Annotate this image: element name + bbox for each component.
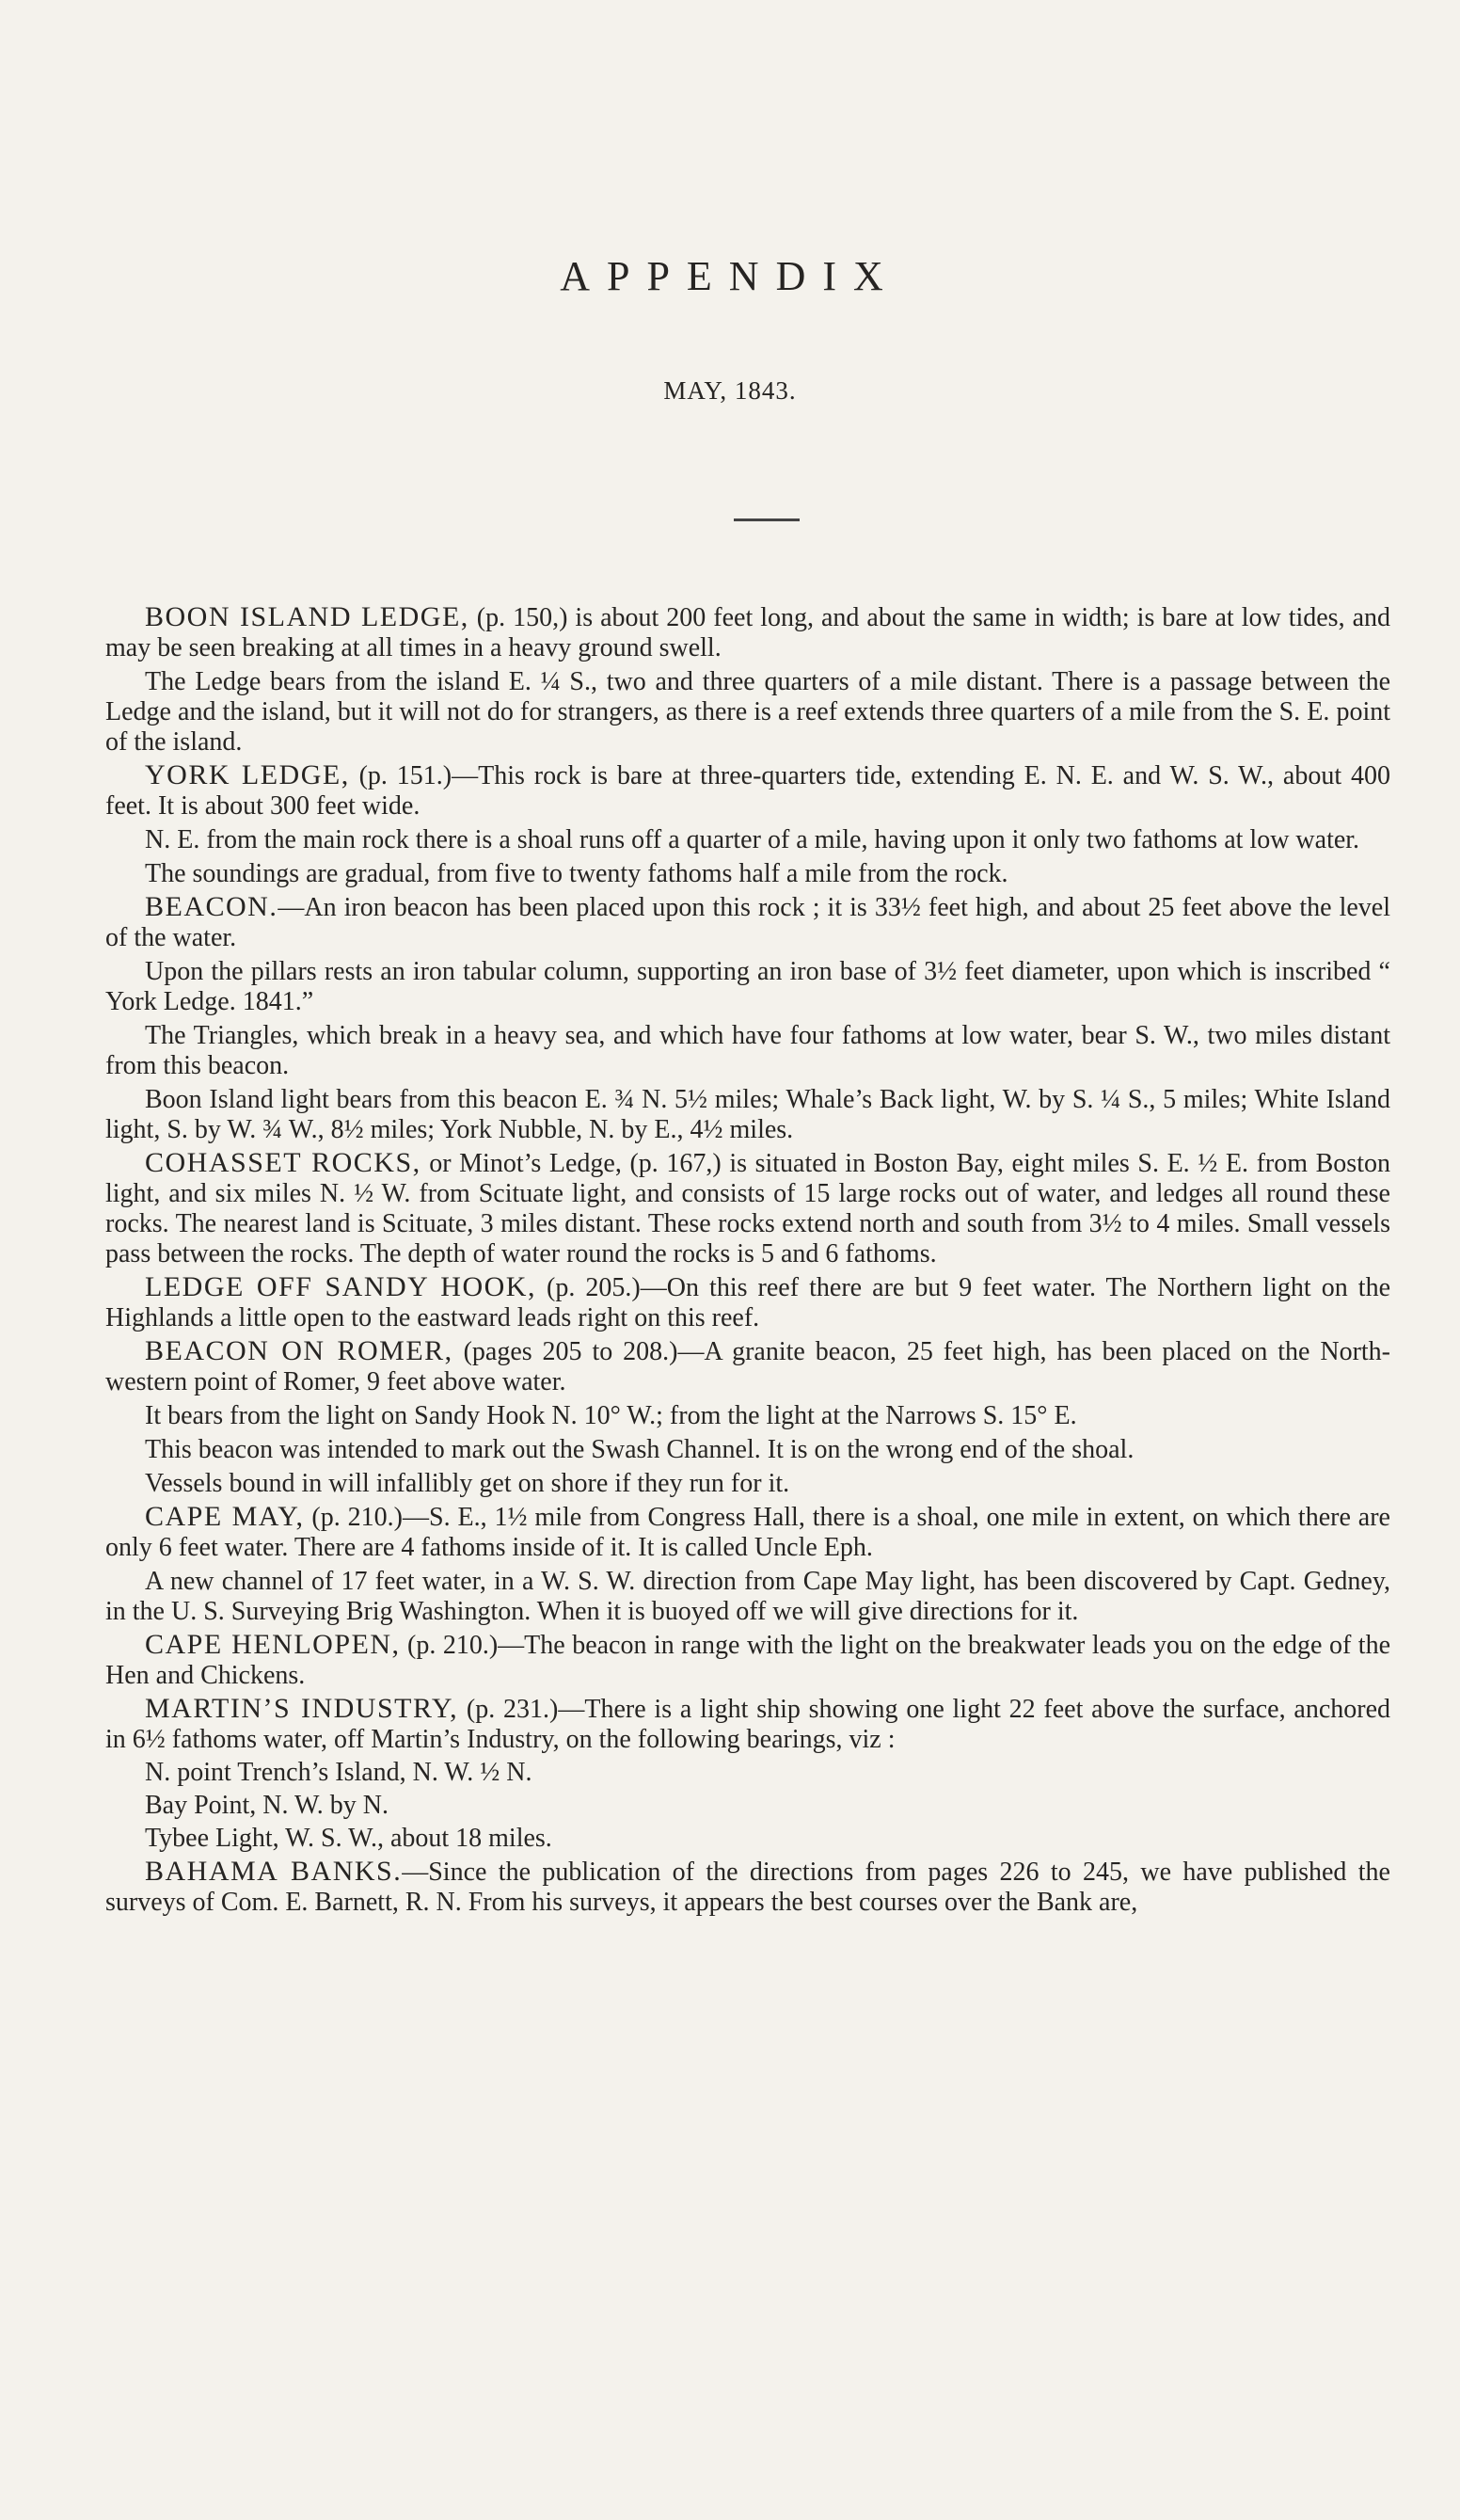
paragraph	[105, 1148, 1390, 1269]
paragraph-head: COHASSET ROCKS,	[145, 1147, 421, 1178]
paragraph-text: A new channel of 17 feet water, in a W. S. W. direction from Cape May light, has been discovered by Capt. Gedney, in the U. S. Surveying Brig Washington. When it is buoyed off we will give directions for it.	[105, 1567, 1390, 1626]
paragraph	[105, 1020, 1390, 1081]
paragraph-text: —Since the publication of the directions from pages 226 to 245, we have published the surveys of Com. E. Barnett, R. N. From his surveys, it appears the best courses over the Bank are,	[105, 1858, 1390, 1917]
paragraph	[105, 1272, 1390, 1333]
divider	[734, 518, 800, 521]
paragraph-text: The soundings are gradual, from five to twenty fathoms half a mile from the rock.	[145, 859, 1008, 888]
paragraph-text: The Triangles, which break in a heavy sea, and which have four fathoms at low water, bear S. W., two miles distant from this beacon.	[105, 1021, 1390, 1080]
paragraph	[105, 1084, 1390, 1145]
paragraph	[105, 760, 1390, 821]
paragraph-text: Vessels bound in will infallibly get on shore if they run for it.	[145, 1469, 790, 1498]
paragraph-head: YORK LEDGE,	[145, 759, 350, 790]
paragraph-text: or Minot’s Ledge, (p. 167,) is situated in Boston Bay, eight miles S. E. ½ E. from Boston light, and six miles N. ½ W. from Scituate light, and consists of 15 large rocks out of water, and ledges all round these rocks. The nearest land is Scituate, 3 miles distant. These rocks extend north and south from 3½ to 4 miles. Small vessels pass between the rocks. The depth of water round the rocks is 5 and 6 fathoms.	[105, 1149, 1390, 1268]
date-line: MAY, 1843.	[663, 376, 797, 405]
paragraph	[105, 1468, 1390, 1499]
paragraph-head: MARTIN’S INDUSTRY,	[145, 1693, 459, 1724]
paragraph-head: BOON ISLAND LEDGE,	[145, 601, 469, 632]
paragraph	[105, 1630, 1390, 1691]
paragraph	[105, 858, 1390, 889]
paragraph-text: —An iron beacon has been placed upon this rock ; it is 33½ feet high, and about 25 feet above the level of the water.	[105, 893, 1390, 952]
paragraph-text: (p. 210.)—S. E., 1½ mile from Congress Hall, there is a shoal, one mile in extent, on which there are only 6 feet water. There are 4 fathoms inside of it. It is called Uncle Eph.	[105, 1503, 1390, 1562]
page-title: APPENDIX	[560, 253, 900, 299]
paragraph-text: The Ledge bears from the island E. ¼ S., two and three quarters of a mile distant. There is a passage between the Ledge and the island, but it will not do for strangers, as there is a reef extends three quarters of a mile from the S. E. point of the island.	[105, 667, 1390, 757]
paragraph-text: Boon Island light bears from this beacon E. ¾ N. 5½ miles; Whale’s Back light, W. by S. ¼ S., 5 miles; White Island light, S. by W. ¾ W., 8½ miles; York Nubble, N. by E., 4½ miles.	[105, 1085, 1390, 1144]
paragraph	[105, 1400, 1390, 1431]
paragraph-head: BAHAMA BANKS.	[145, 1856, 403, 1887]
bearing-item: Tybee Light, W. S. W., about 18 miles.	[145, 1824, 552, 1853]
paragraph-text: (p. 150,) is about 200 feet long, and about the same in width; is bare at low tides, and may be seen breaking at all times in a heavy ground swell.	[105, 603, 1390, 662]
paragraph-text: This beacon was intended to mark out the Swash Channel. It is on the wrong end of the shoal.	[145, 1435, 1135, 1464]
bearing-item: N. point Trench’s Island, N. W. ½ N.	[145, 1758, 532, 1787]
paragraph-text: Upon the pillars rests an iron tabular column, supporting an iron base of 3½ feet diameter, upon which is inscribed “ York Ledge. 1841.”	[105, 957, 1390, 1016]
paragraph	[105, 1566, 1390, 1627]
paragraph	[105, 1694, 1390, 1755]
paragraph-text: N. E. from the main rock there is a shoal runs off a quarter of a mile, having upon it only two fathoms at low water.	[145, 825, 1360, 854]
bearing-item: Bay Point, N. W. by N.	[145, 1791, 389, 1820]
paragraph	[105, 1336, 1390, 1397]
paragraph-text: (pages 205 to 208.)—A granite beacon, 25 feet high, has been placed on the North-western point of Romer, 9 feet above water.	[105, 1337, 1390, 1396]
paragraph-text: (p. 210.)—The beacon in range with the light on the breakwater leads you on the edge of the Hen and Chickens.	[105, 1631, 1390, 1690]
paragraph-head: BEACON.	[145, 891, 278, 922]
paragraph	[105, 666, 1390, 758]
paragraph-text: (p. 205.)—On this reef there are but 9 feet water. The Northern light on the Highlands a little open to the eastward leads right on this reef.	[105, 1273, 1390, 1332]
paragraph	[105, 824, 1390, 855]
paragraph-text: (p. 151.)—This rock is bare at three-quarters tide, extending E. N. E. and W. S. W., about 400 feet. It is about 300 feet wide.	[105, 761, 1391, 821]
paragraph	[105, 602, 1390, 663]
paragraph	[105, 1434, 1390, 1465]
paragraph-head: CAPE HENLOPEN,	[145, 1629, 401, 1660]
paragraph-text: (p. 231.)—There is a light ship showing one light 22 feet above the surface, anchored in 6½ fathoms water, off Martin’s Industry, on the following bearings, viz :	[105, 1695, 1390, 1754]
paragraph	[105, 956, 1390, 1017]
paragraph	[105, 892, 1390, 953]
body-text	[105, 602, 1390, 1921]
paragraph-head: CAPE MAY,	[145, 1501, 305, 1532]
paragraph	[105, 1502, 1390, 1563]
paragraph-head: LEDGE OFF SANDY HOOK,	[145, 1271, 536, 1302]
paragraph-head: BEACON ON ROMER,	[145, 1335, 453, 1366]
paragraph-text: It bears from the light on Sandy Hook N. 10° W.; from the light at the Narrows S. 15° E.	[145, 1401, 1077, 1430]
paragraph	[105, 1857, 1390, 1918]
